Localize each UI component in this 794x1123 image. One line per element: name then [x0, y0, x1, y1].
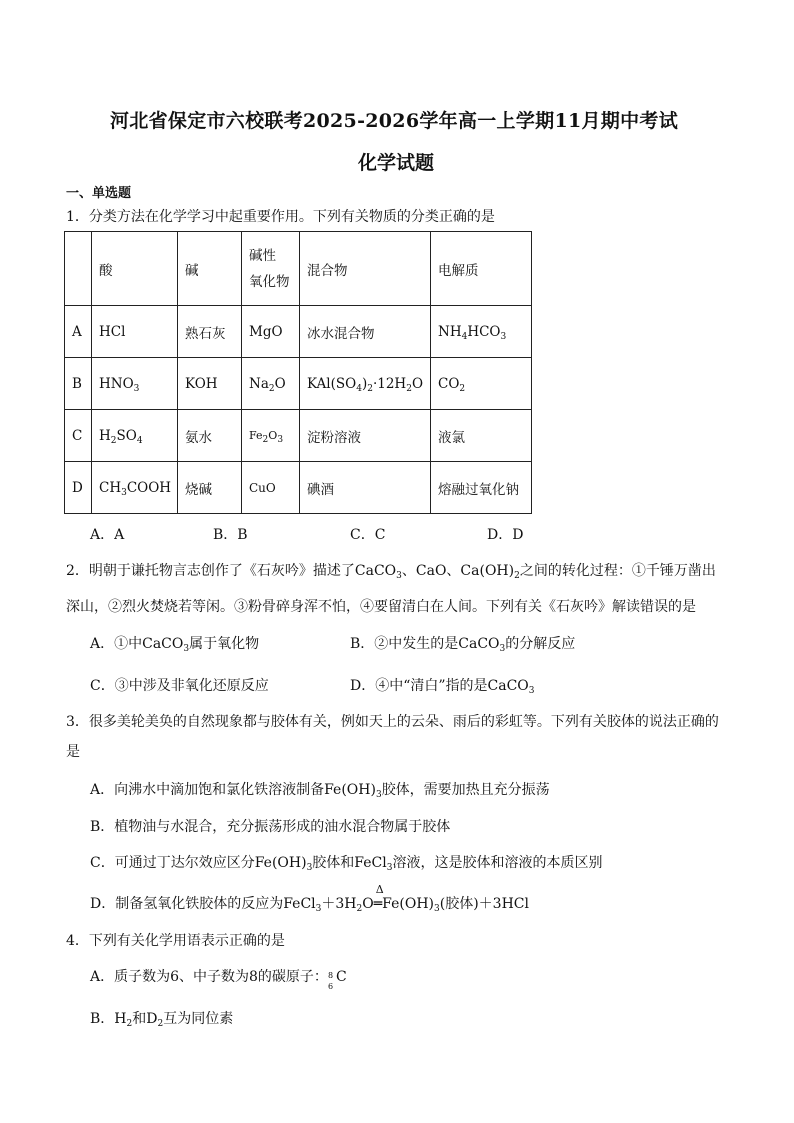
q4-option-a: A．质子数为6、中子数为8的碳原子： 8 6 C	[90, 969, 347, 991]
cell-acid: $H_2SO_4$	[92, 410, 178, 462]
table-row	[65, 358, 532, 410]
cell-electrolyte: $NH_4HCO_3$	[431, 306, 532, 358]
cell-oxide: CuO	[242, 462, 300, 514]
question-4-stem: 4．下列有关化学用语表示正确的是	[66, 933, 285, 949]
cell-mixture: 碘酒	[300, 462, 431, 514]
table-row	[65, 306, 532, 358]
cell-electrolyte: $CO_2$	[431, 358, 532, 410]
question-2-line2: 深山，②烈火焚烧若等闲。③粉骨碎身浑不怕，④要留清白在人间。下列有关《石灰吟》解读错误的是	[66, 599, 696, 615]
table-header-base: 碱	[178, 232, 242, 306]
table-header-empty	[65, 232, 92, 306]
cell-oxide: $Fe_2O_3$	[242, 410, 300, 462]
cell-acid: $HNO_3$	[92, 358, 178, 410]
table-row	[65, 410, 532, 462]
cell-acid: HCl	[92, 306, 178, 358]
q1-option-c: C．C	[350, 527, 386, 543]
question-2-line1: 2．明朝于谦托物言志创作了《石灰吟》描述了CaCO$_3$、CaO、$Ca(OH)_2$之间的转化过程：①千锤万凿出	[66, 563, 716, 581]
page-title-line1: 河北省保定市六校联考2025-2026学年高一上学期11月期中考试	[110, 110, 678, 132]
cell-oxide: $Na_2O$	[242, 358, 300, 410]
table-header-electrolyte: 电解质	[431, 232, 532, 306]
cell-mixture: 冰水混合物	[300, 306, 431, 358]
table-header-acid: 酸	[92, 232, 178, 306]
q1-option-d: D．D	[487, 527, 524, 543]
q1-option-a: A．A	[90, 527, 125, 543]
q4-option-b: B．$H_2$和$D_2$互为同位素	[90, 1011, 234, 1029]
row-label: C	[65, 410, 92, 462]
cell-mixture: $KAl(SO_4)_2\cdot 12H_2O$	[300, 358, 431, 410]
q3-option-d: D．制备氢氧化铁胶体的反应为$FeCl_3+3H_2O$ Δ $═Fe(OH)_3$(胶体)＋3HCl	[90, 883, 529, 914]
cell-electrolyte: 液氯	[431, 410, 532, 462]
q2-option-b: B．②中发生的是CaCO$_3$的分解反应	[350, 636, 576, 654]
q2-option-c: C．③中涉及非氧化还原反应	[90, 678, 269, 694]
cell-mixture: 淀粉溶液	[300, 410, 431, 462]
q1-option-b: B．B	[213, 527, 248, 543]
cell-base: 熟石灰	[178, 306, 242, 358]
table-row	[65, 462, 532, 514]
cell-oxide: MgO	[242, 306, 300, 358]
cell-acid: $CH_3COOH$	[92, 462, 178, 514]
q2-option-d: D．④中“清白”指的是CaCO$_3$	[350, 678, 535, 696]
q3-option-b: B．植物油与水混合，充分振荡形成的油水混合物属于胶体	[90, 819, 451, 835]
row-label: A	[65, 306, 92, 358]
section-heading: 一、单选题	[66, 186, 132, 201]
q3-option-a: A．向沸水中滴加饱和氯化铁溶液制备$Fe(OH)_3$胶体，需要加热且充分振荡	[90, 782, 550, 800]
table-header-mixture: 混合物	[300, 232, 431, 306]
cell-base: 烧碱	[178, 462, 242, 514]
row-label: B	[65, 358, 92, 410]
cell-base: KOH	[178, 358, 242, 410]
page-title-line2: 化学试题	[358, 152, 435, 174]
q2-option-a: A．①中CaCO$_3$属于氧化物	[90, 636, 260, 654]
cell-electrolyte: 熔融过氧化钠	[431, 462, 532, 514]
row-label: D	[65, 462, 92, 514]
q3-option-c: C．可通过丁达尔效应区分$Fe(OH)_3$胶体和FeCl$_3$溶液，这是胶体和溶液的本质区别	[90, 855, 603, 873]
question-1-stem: 1．分类方法在化学学习中起重要作用。下列有关物质的分类正确的是	[66, 209, 495, 225]
question-3-line1: 3．很多美轮美奂的自然现象都与胶体有关，例如天上的云朵、雨后的彩虹等。下列有关胶体的说法正确的	[66, 714, 719, 730]
table-header-oxide: 碱性 氧化物	[242, 232, 300, 306]
classification-table	[64, 231, 532, 514]
question-3-line2: 是	[66, 744, 80, 760]
cell-base: 氨水	[178, 410, 242, 462]
